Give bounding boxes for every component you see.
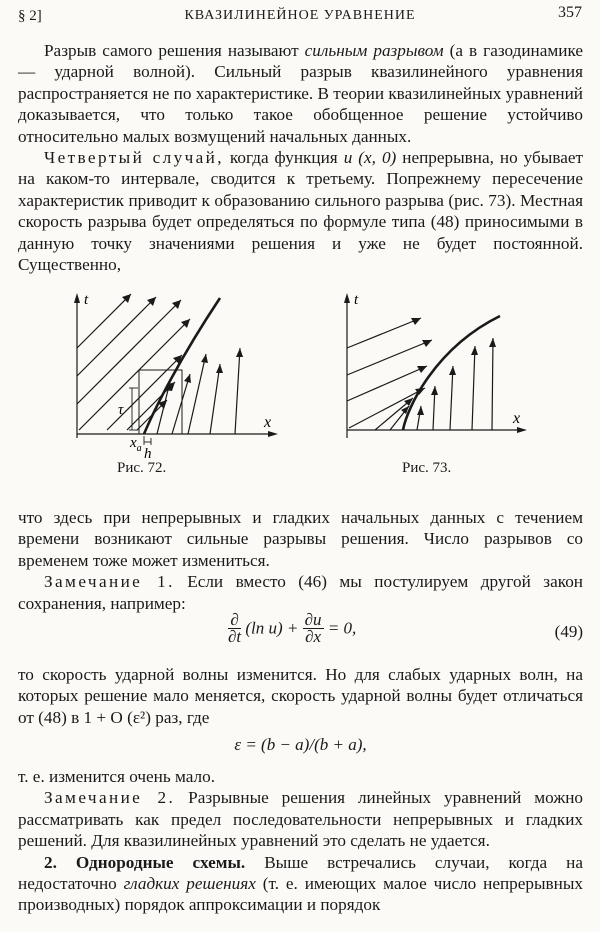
paragraph-discontinuities-arise: что здесь при непрерывных и гладких начальных данных с течением времени возникают сильные разрывы решения. Число разрывов со временем тоже может измениться. [18, 508, 583, 570]
caption-fig72: Рис. 72. [117, 460, 167, 476]
paragraph-strong-discontinuity [18, 40, 583, 147]
equation-49-middle: (ln u) + [245, 618, 299, 638]
para2-spaced: Четвертый случай, [44, 148, 224, 168]
para1-emphasis: сильным разрывом [304, 41, 444, 60]
para1-text-a: Разрыв самого решения называют [44, 41, 305, 60]
section2-title: 2. Однородные схемы. [44, 852, 246, 872]
t-label-72: t [84, 292, 89, 308]
section-marker: § 2] [18, 8, 42, 24]
text-block-bottom [18, 766, 583, 916]
para1-text-b: (а в газодинамике — ударной волной). Сильный разрыв квазилинейного уравнения распространяется не по характеристике. В теории квазилинейных уравнений доказывается, что только такое обобщенное решение устойчиво относительно малых возмущений начальных данных. [18, 41, 583, 146]
remark1-text: Если вместо (46) мы постулируем другой закон сохранения, например: [18, 572, 583, 613]
epsilon-definition: ε = (b − a)/(b + a), [234, 735, 367, 754]
caption-fig73: Рис. 73. [402, 460, 452, 476]
t-arrow-73 [344, 293, 350, 303]
xa-label-72 [129, 435, 142, 454]
remark2-label: Замечание 2. [44, 788, 176, 808]
section2-text-a: Выше встречались случаи, когда на недостаточно [18, 852, 583, 894]
paragraph-fourth-case [18, 147, 583, 275]
equation-49-body [228, 612, 356, 645]
paragraph-changes-little: т. е. изменится очень мало. [18, 767, 215, 786]
equation-49-number: (49) [554, 622, 583, 641]
h-label-72: h [144, 446, 152, 462]
equation-epsilon [18, 735, 583, 755]
xa-letter: x [130, 435, 137, 451]
text-block-top [18, 40, 583, 275]
paragraph-remark-2 [18, 787, 583, 851]
text-block-weak-shocks [18, 664, 583, 728]
para2-function: u (x, 0) [343, 148, 397, 168]
page-header [18, 4, 582, 28]
xa-subscript: a [136, 443, 142, 454]
remark1-label: Замечание 1. [44, 572, 175, 592]
frac2-num: ∂u [304, 610, 322, 629]
frac1-den: ∂t [228, 627, 242, 646]
remark2-text: Разрывные решения линейных уравнений можно рассматривать как предел последовательности непрерывных и гладких решений. Для квазилинейных уравнений это сделать не удается. [18, 788, 583, 851]
page-number: 357 [558, 4, 582, 21]
t-arrow-72 [74, 293, 80, 303]
partial-t-fraction [228, 612, 241, 645]
x-arrow-72 [268, 431, 278, 437]
partial-u-fraction [303, 612, 324, 645]
para2-text-b: непрерывна, но убывает на каком-то интервале, сводится к третьему. Попрежнему пересечение характеристик приводит к образованию сильного разрыва (рис. 73). Местная скорость разрыва будет определяться по формуле типа (48) приносимыми в данную точку значениями решения и уже не будет постоянной. Существенно, [18, 148, 583, 275]
section2-emphasis: гладких решениях [123, 874, 256, 894]
para2-text-a: когда функция [223, 148, 344, 168]
figure-72 [60, 288, 360, 468]
figure-73 [335, 288, 555, 468]
section2-text-b: (т. е. имеющих малое число непрерывных производных) порядок аппроксимации и порядок [18, 874, 583, 915]
t-label-73: t [354, 292, 359, 308]
frac1-num: ∂ [228, 612, 241, 629]
paragraph-remark-1 [18, 571, 583, 614]
x-label-73: x [513, 410, 521, 427]
paragraph-homogeneous-schemes [18, 852, 583, 916]
x-arrow-73 [517, 427, 527, 433]
equation-49-end: = 0, [327, 618, 357, 638]
frac2-den: ∂x [305, 627, 322, 646]
x-label-72: x [264, 414, 272, 431]
paragraph-weak-shocks: то скорость ударной волны изменится. Но для слабых ударных волн, на которых решение мало меняется, скорость ударной волны будет отличаться от (48) в 1 + O (ε²) раз, где [18, 665, 583, 727]
tau-label-72: τ [118, 402, 124, 418]
running-title: КВАЗИЛИНЕЙНОЕ УРАВНЕНИЕ [184, 8, 416, 23]
figures-area [0, 288, 600, 493]
equation-49 [18, 612, 583, 652]
text-block-middle [18, 507, 583, 614]
